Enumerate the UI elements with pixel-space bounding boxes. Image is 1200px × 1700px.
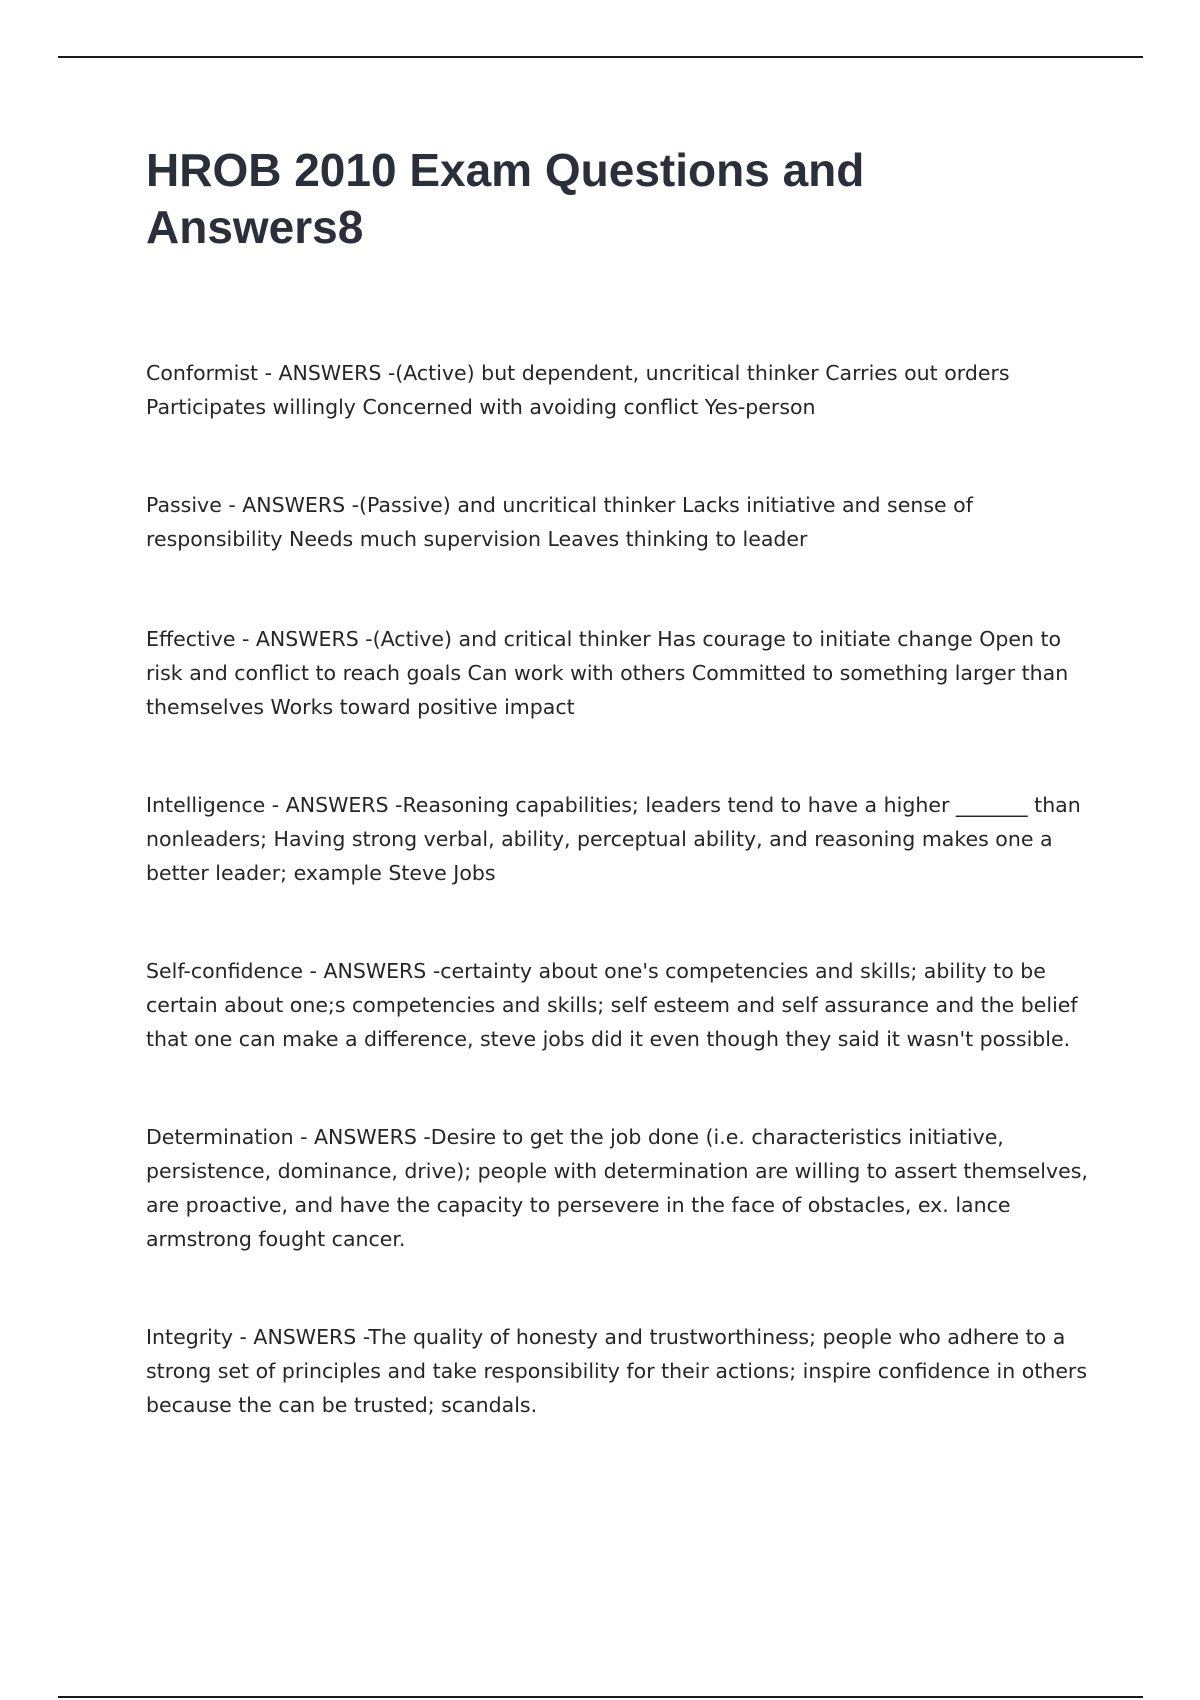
entry-integrity: Integrity - ANSWERS -The quality of honesty and trustworthiness; people who adhere to a strong set of principles and take responsibility for their actions; inspire confidence in others because the can be trusted; scandals. [146, 1325, 1088, 1417]
entry-passive: Passive - ANSWERS -(Passive) and uncritical thinker Lacks initiative and sense of responsibility Needs much supervision Leaves thinking to leader [146, 493, 973, 551]
top-rule [58, 56, 1143, 58]
entry-determination: Determination - ANSWERS -Desire to get the job done (i.e. characteristics initiative, persistence, dominance, drive); people with determination are willing to assert themselves, are proactive, and have the capacity to persevere in the face of obstacles, ex. lance armstrong fought cancer. [146, 1125, 1088, 1251]
entry-effective: Effective - ANSWERS -(Active) and critical thinker Has courage to initiate change Open to risk and conflict to reach goals Can work with others Committed to something larger than themselves Works toward positive impact [146, 627, 1069, 719]
entries-list [146, 356, 1096, 1486]
bottom-rule [58, 1696, 1143, 1698]
entry-conformist: Conformist - ANSWERS -(Active) but dependent, uncritical thinker Carries out orders Participates willingly Concerned with avoiding conflict Yes-person [146, 361, 1010, 419]
entry-intelligence: Intelligence - ANSWERS -Reasoning capabilities; leaders tend to have a higher _______ than nonleaders; Having strong verbal, ability, perceptual ability, and reasoning makes one a better leader; example Steve Jobs [146, 793, 1081, 885]
document-title: HROB 2010 Exam Questions and Answers8 [146, 144, 865, 253]
entry-self-confidence: Self-confidence - ANSWERS -certainty about one's competencies and skills; ability to be certain about one;s competencies and skills; self esteem and self assurance and the belief that one can make a difference, steve jobs did it even though they said it wasn't possible. [146, 959, 1078, 1051]
